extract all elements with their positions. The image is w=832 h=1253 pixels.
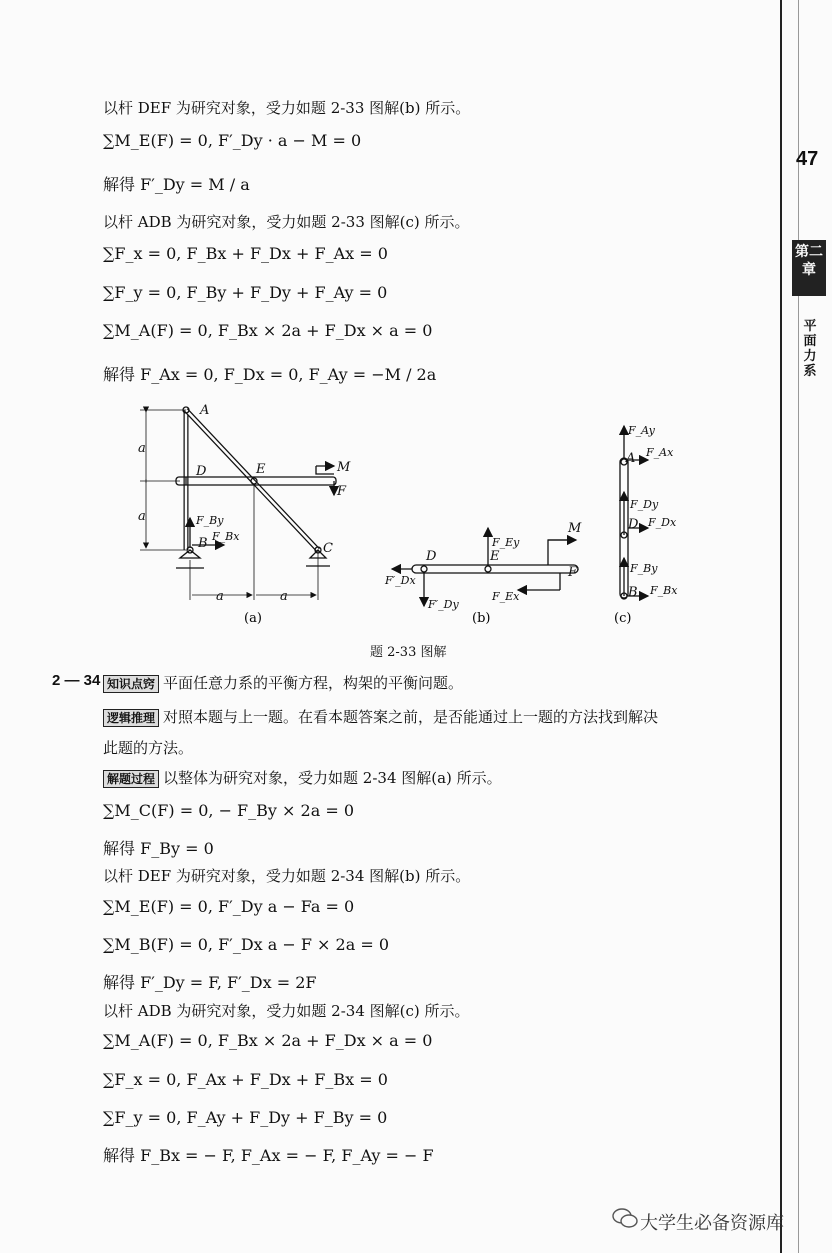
- label-c: D: [628, 517, 639, 532]
- label-c: F_Bx: [650, 584, 678, 597]
- label-c: B: [628, 585, 638, 600]
- diagram-b: [392, 528, 578, 606]
- equation: 解得 F_Bx = − F, F_Ax = − F, F_Ay = − F: [103, 1146, 434, 1165]
- label-c: F_Dy: [630, 498, 659, 511]
- text-line: 平面任意力系的平衡方程，构架的平衡问题。: [163, 674, 464, 692]
- equation: ∑M_E(F) = 0, F′_Dy · a − M = 0: [103, 131, 362, 150]
- label-a: A: [200, 403, 210, 418]
- label-a: F: [337, 484, 347, 499]
- equation: 解得 F_Ax = 0, F_Dx = 0, F_Ay = −M / 2a: [103, 365, 437, 384]
- text-line: 此题的方法。: [103, 739, 194, 757]
- label-b: E: [490, 549, 500, 564]
- equation: ∑F_x = 0, F_Bx + F_Dx + F_Ax = 0: [103, 244, 388, 263]
- page-edge: [780, 0, 782, 1253]
- tag-reasoning: 逻辑推理: [103, 709, 159, 727]
- subfig-label-c: (c): [614, 611, 632, 626]
- label-a: B: [198, 536, 208, 551]
- label-b: F_Ey: [492, 536, 520, 549]
- label-a: F_Bx: [212, 530, 240, 543]
- figure-2-33: [100, 400, 700, 640]
- label-b: M: [568, 521, 582, 536]
- diagram-a: [140, 407, 336, 600]
- problem-number: 2 — 34: [52, 672, 101, 689]
- label-a: E: [256, 462, 266, 477]
- subfig-label-b: (b): [472, 611, 491, 626]
- label-a: F_By: [196, 514, 224, 527]
- label-a: a: [138, 441, 146, 456]
- label-b: F′_Dx: [385, 574, 416, 587]
- label-c: F_Ay: [628, 424, 655, 437]
- text-line: 以杆 ADB 为研究对象，受力如题 2-34 图解(c) 所示。: [103, 1002, 470, 1020]
- equation: ∑F_y = 0, F_Ay + F_Dy + F_By = 0: [103, 1108, 388, 1127]
- page-number: 47: [796, 148, 819, 170]
- label-a: C: [323, 541, 333, 556]
- label-a: a: [216, 589, 224, 604]
- label-c: F_By: [630, 562, 658, 575]
- label-a: M: [337, 460, 351, 475]
- watermark: 大学生必备资源库: [640, 1213, 784, 1234]
- equation: ∑M_E(F) = 0, F′_Dy a − Fa = 0: [103, 897, 355, 916]
- label-c: F_Dx: [648, 516, 677, 529]
- text-line: 以杆 DEF 为研究对象，受力如题 2-33 图解(b) 所示。: [103, 99, 471, 117]
- equation: ∑M_C(F) = 0, − F_By × 2a = 0: [103, 801, 355, 820]
- label-b: D: [426, 549, 437, 564]
- equation: 解得 F′_Dy = F, F′_Dx = 2F: [103, 973, 317, 992]
- page-edge-inner: [798, 0, 799, 1253]
- text-line: 以杆 DEF 为研究对象，受力如题 2-34 图解(b) 所示。: [103, 867, 471, 885]
- label-a: a: [138, 509, 146, 524]
- label-a: D: [196, 464, 207, 479]
- chapter-tab: 第二章: [792, 240, 826, 296]
- wechat-icon: [612, 1207, 638, 1229]
- tag-solution: 解题过程: [103, 770, 159, 788]
- equation: 解得 F′_Dy = M / a: [103, 175, 250, 194]
- equation: ∑M_A(F) = 0, F_Bx × 2a + F_Dx × a = 0: [103, 321, 433, 340]
- label-c: F_Ax: [646, 446, 674, 459]
- equation: ∑F_x = 0, F_Ax + F_Dx + F_Bx = 0: [103, 1070, 388, 1089]
- label-b: F′_Dy: [428, 598, 459, 611]
- label-b: F: [568, 565, 578, 580]
- label-a: a: [280, 589, 288, 604]
- text-line: 对照本题与上一题。在看本题答案之前，是否能通过上一题的方法找到解决: [163, 708, 659, 726]
- equation: ∑M_B(F) = 0, F′_Dx a − F × 2a = 0: [103, 935, 390, 954]
- label-c: A: [626, 451, 636, 466]
- subfig-label-a: (a): [244, 611, 262, 626]
- tag-knowledge: 知识点窍: [103, 675, 159, 693]
- equation: 解得 F_By = 0: [103, 839, 214, 858]
- label-b: F_Ex: [492, 590, 520, 603]
- text-line: 以整体为研究对象，受力如题 2-34 图解(a) 所示。: [163, 769, 502, 787]
- equation: ∑F_y = 0, F_By + F_Dy + F_Ay = 0: [103, 283, 388, 302]
- figure-caption: 题 2-33 图解: [370, 645, 447, 660]
- chapter-name: 平面力系: [803, 318, 817, 378]
- equation: ∑M_A(F) = 0, F_Bx × 2a + F_Dx × a = 0: [103, 1031, 433, 1050]
- text-line: 以杆 ADB 为研究对象，受力如题 2-33 图解(c) 所示。: [103, 213, 470, 231]
